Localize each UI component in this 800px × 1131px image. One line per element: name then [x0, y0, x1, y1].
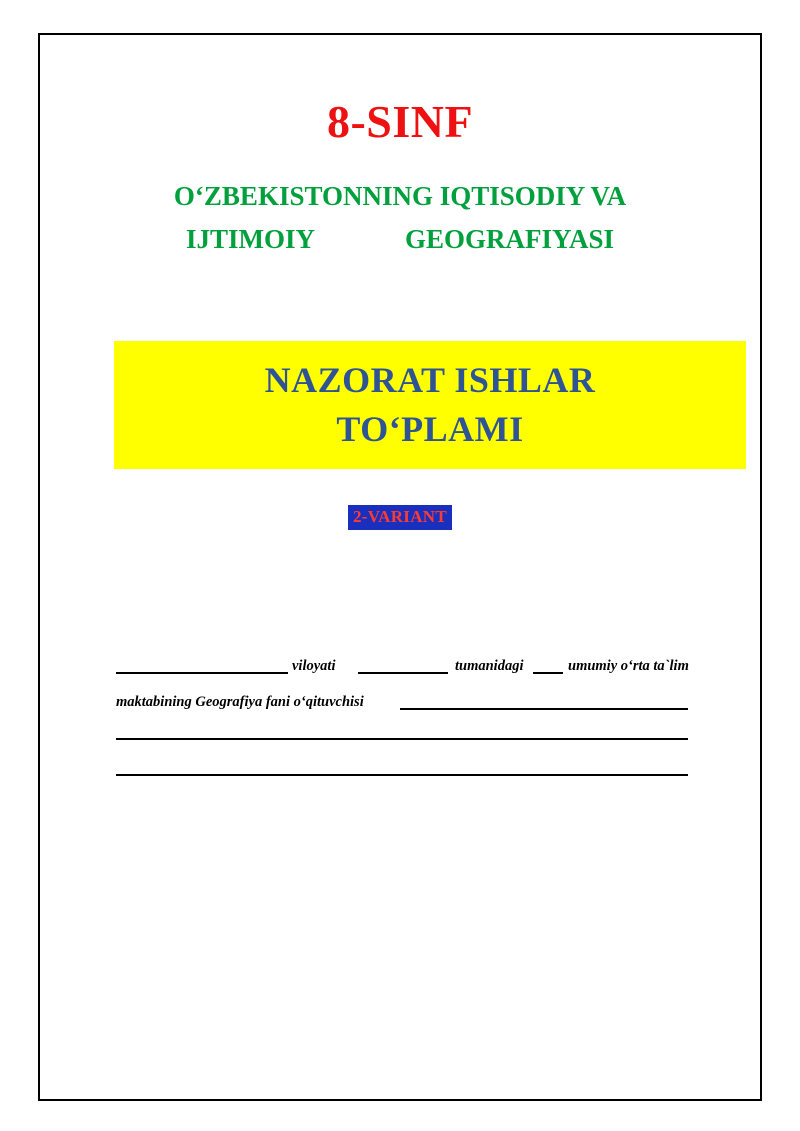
blank-line-small	[533, 672, 563, 674]
highlight-title	[265, 356, 596, 453]
subject-line-2	[98, 218, 702, 261]
label-teacher: maktabining Geografiya fani o‘qituvchisi	[116, 694, 364, 710]
fill-row-1	[38, 658, 762, 686]
subject-line-2-part-2: GEOGRAFIYASI	[404, 224, 615, 255]
highlight-line-2: TO‘PLAMI	[336, 409, 524, 449]
page-content	[38, 33, 762, 1101]
highlight-line-1: NAZORAT ISHLAR	[264, 360, 596, 401]
subject-line-1: O‘ZBEKISTONNING IQTISODIY VA	[173, 181, 627, 211]
page-title-grade: 8-SINF	[326, 96, 474, 147]
variant-badge-wrap	[38, 505, 762, 530]
blank-line-region	[116, 672, 288, 674]
status-badge-variant: 2-VARIANT	[348, 505, 452, 530]
fill-row-2	[38, 686, 762, 716]
subject-line-2-part-1: IJTIMOIY	[185, 224, 315, 255]
subject-heading	[98, 175, 702, 261]
label-region: viloyati	[292, 658, 336, 674]
blank-line-teacher	[400, 708, 688, 710]
highlight-box	[114, 341, 746, 469]
blank-line-district	[358, 672, 448, 674]
label-school-type: umumiy o‘rta ta`lim	[568, 658, 689, 674]
label-district: tumanidagi	[455, 658, 524, 674]
blank-line-full-1	[116, 738, 688, 740]
blank-line-full-2	[116, 774, 688, 776]
fill-in-section	[38, 658, 762, 776]
fill-row-3	[38, 716, 762, 776]
